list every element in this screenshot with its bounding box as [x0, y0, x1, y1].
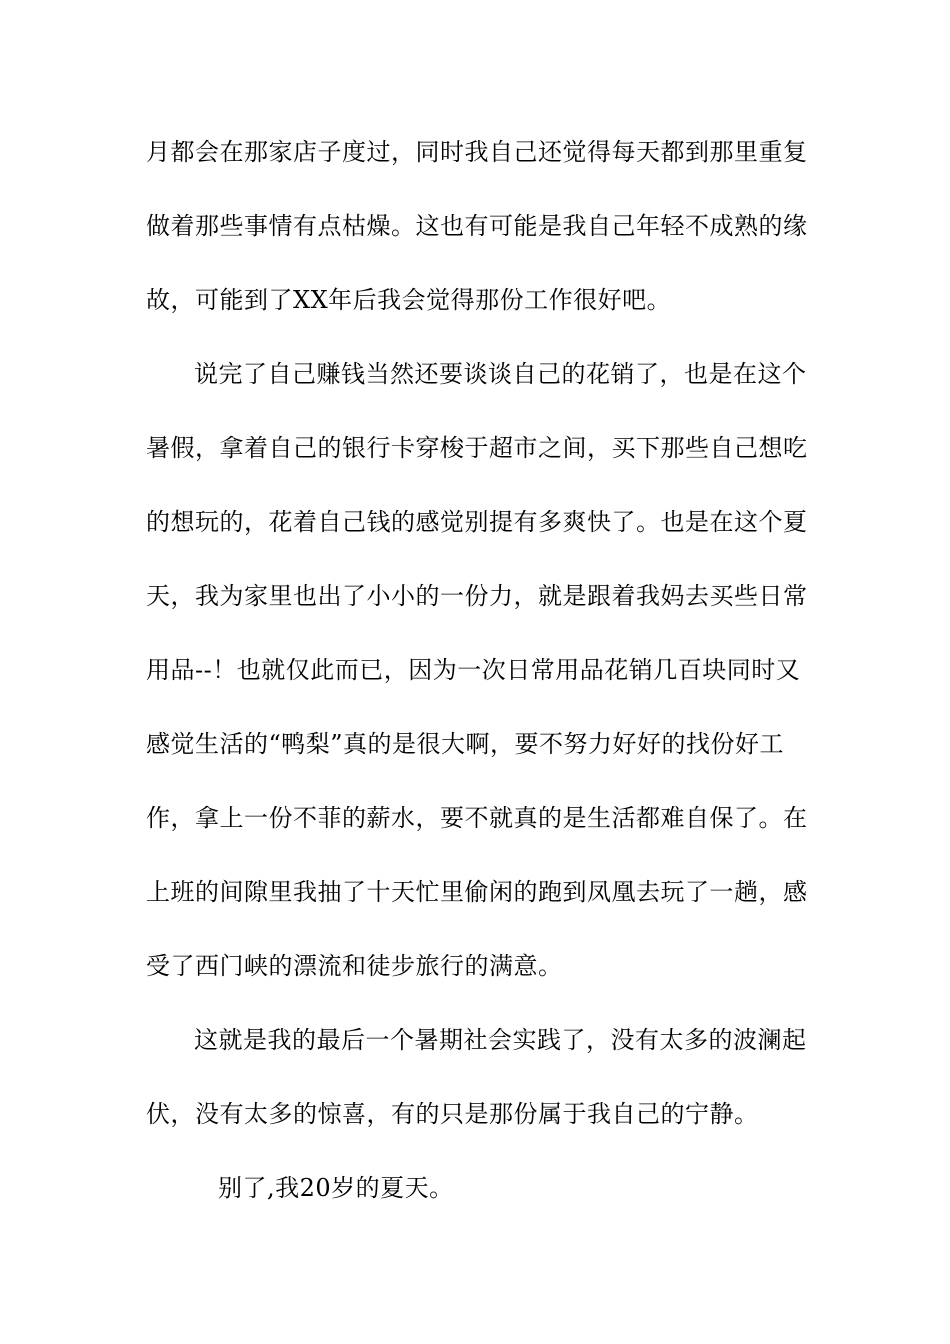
paragraph-2-line-6: 感觉生活的“鸭梨”真的是很大啊，要不努力好好的找份好工 — [146, 730, 785, 758]
paragraph-1-line-3: 故，可能到了XX年后我会觉得那份工作很好吧。 — [146, 286, 672, 314]
paragraph-2-line-4: 天，我为家里也出了小小的一份力，就是跟着我妈去买些日常 — [146, 582, 808, 610]
paragraph-2-line-9: 受了西门峡的漂流和徒步旅行的满意。 — [146, 952, 563, 980]
paragraph-2-line-2: 暑假，拿着自己的银行卡穿梭于超市之间，买下那些自己想吃 — [146, 434, 808, 462]
paragraph-2-line-5: 用品--！也就仅此而已，因为一次日常用品花销几百块同时又 — [146, 656, 801, 684]
paragraph-3-line-2: 伏，没有太多的惊喜，有的只是那份属于我自己的宁静。 — [146, 1100, 759, 1128]
paragraph-2-line-1: 说完了自己赚钱当然还要谈谈自己的花销了，也是在这个 — [194, 360, 807, 388]
paragraph-3-line-1: 这就是我的最后一个暑期社会实践了，没有太多的波澜起 — [194, 1026, 807, 1054]
paragraph-1-line-1: 月都会在那家店子度过，同时我自己还觉得每天都到那里重复 — [146, 138, 808, 166]
paragraph-2-line-3: 的想玩的，花着自己钱的感觉别提有多爽快了。也是在这个夏 — [146, 508, 808, 536]
paragraph-2-line-8: 上班的间隙里我抽了十天忙里偷闲的跑到凤凰去玩了一趟，感 — [146, 878, 808, 906]
closing-line: 别了,我20岁的夏天。 — [218, 1174, 454, 1202]
paragraph-2-line-7: 作，拿上一份不菲的薪水，要不就真的是生活都难自保了。在 — [146, 804, 808, 832]
paragraph-1-line-2: 做着那些事情有点枯燥。这也有可能是我自己年轻不成熟的缘 — [146, 212, 808, 240]
